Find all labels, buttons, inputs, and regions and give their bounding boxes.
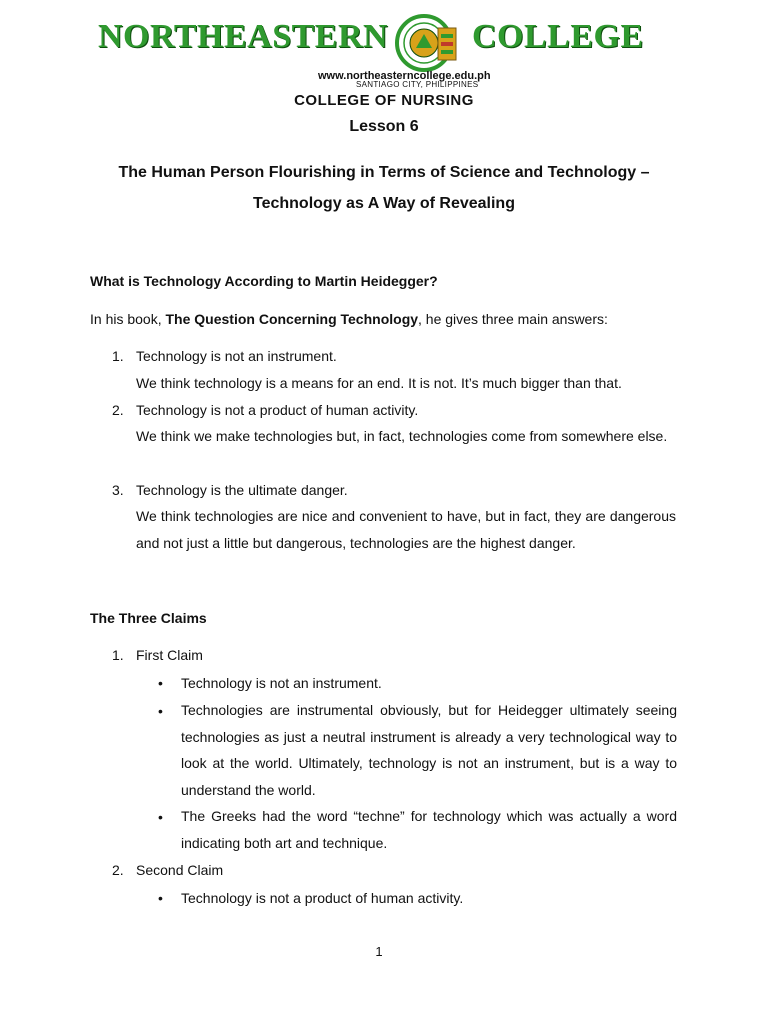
college-name-left: NORTHEASTERN bbox=[98, 18, 389, 55]
list-item-detail: We think technology is a means for an end. It is not. It’s much bigger than that. bbox=[136, 375, 622, 391]
college-website: www.northeasterncollege.edu.ph bbox=[318, 70, 491, 82]
page-number: 1 bbox=[375, 944, 383, 959]
college-name-right: COLLEGE bbox=[472, 18, 644, 55]
claim-label: Second Claim bbox=[136, 862, 224, 878]
bullet-icon: • bbox=[158, 675, 163, 691]
list-number: 2. bbox=[112, 402, 124, 418]
department-title: COLLEGE OF NURSING bbox=[294, 92, 474, 109]
list-item-claim: Technology is not a product of human activity. bbox=[136, 402, 419, 418]
list-item-detail: We think we make technologies but, in fact, technologies come from somewhere else. bbox=[136, 428, 668, 444]
bullet-icon: • bbox=[158, 809, 163, 825]
college-location: SANTIAGO CITY, PHILIPPINES bbox=[356, 80, 479, 89]
lesson-title-line1: The Human Person Flourishing in Terms of Science and Technology – bbox=[118, 164, 650, 181]
list-number: 1. bbox=[112, 647, 124, 663]
bullet-text: Technology is not a product of human activity. bbox=[181, 890, 464, 906]
list-item-detail: We think technologies are nice and convenient to have, but in fact, they are dangerous and not just a little but dangerous, technologies are the highest danger. bbox=[136, 508, 676, 551]
bullet-text: Technologies are instrumental obviously, but for Heidegger ultimately seeing technologies as just a neutral instrument is already a very technological way to look at the world. Ultimately, technology is not an instrument, but is a way to understand the world. bbox=[181, 702, 677, 798]
bullet-text: The Greeks had the word “techne” for technology which was actually a word indicating both art and technique. bbox=[181, 808, 677, 851]
section-heading-three-claims: The Three Claims bbox=[90, 610, 207, 626]
list-number: 1. bbox=[112, 348, 124, 364]
bullet-icon: • bbox=[158, 890, 163, 906]
intro-text-before: In his book, bbox=[90, 311, 166, 327]
book-title: The Question Concerning Technology bbox=[165, 311, 419, 327]
bullet-text: Technology is not an instrument. bbox=[181, 675, 382, 691]
claim-label: First Claim bbox=[136, 647, 203, 663]
lesson-number: Lesson 6 bbox=[349, 118, 419, 135]
lesson-title bbox=[70, 157, 698, 219]
college-seal-icon bbox=[394, 12, 464, 74]
list-item-claim: Technology is the ultimate danger. bbox=[136, 482, 348, 498]
list-item-claim: Technology is not an instrument. bbox=[136, 348, 337, 364]
list-number: 2. bbox=[112, 862, 124, 878]
intro-paragraph bbox=[90, 311, 608, 327]
intro-text-after: , he gives three main answers: bbox=[418, 311, 608, 327]
list-number: 3. bbox=[112, 482, 124, 498]
lesson-title-line2: Technology as A Way of Revealing bbox=[253, 195, 515, 212]
section-heading-heidegger: What is Technology According to Martin Heidegger? bbox=[90, 273, 438, 289]
bullet-icon: • bbox=[158, 703, 163, 719]
